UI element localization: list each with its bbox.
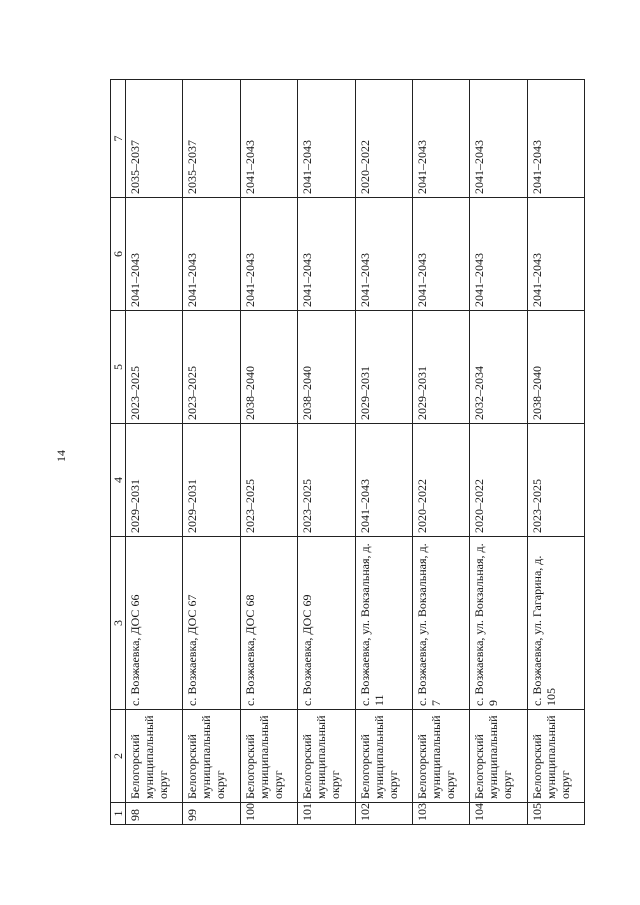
district-cell: Белогорский муниципальный округ xyxy=(298,710,355,803)
period-cell-7: 2035–2037 xyxy=(183,80,240,198)
period-cell-4: 2029–2031 xyxy=(183,424,240,537)
period-cell-5: 2032–2034 xyxy=(470,311,527,424)
period-cell-6: 2041–2043 xyxy=(412,198,469,311)
period-cell-4: 2023–2025 xyxy=(240,424,297,537)
address-cell: с. Возжаевка, ДОС 69 xyxy=(298,537,355,710)
period-cell-5: 2029–2031 xyxy=(355,311,412,424)
table-row xyxy=(126,80,183,825)
table-row xyxy=(240,80,297,825)
period-cell-4: 2029–2031 xyxy=(126,424,183,537)
row-number: 105 xyxy=(527,803,584,825)
period-cell-7: 2041–2043 xyxy=(412,80,469,198)
period-cell-4: 2041–2043 xyxy=(355,424,412,537)
column-header: 4 xyxy=(111,424,126,537)
period-cell-7: 2020–2022 xyxy=(355,80,412,198)
table-row xyxy=(355,80,412,825)
district-cell: Белогорский муниципальный округ xyxy=(126,710,183,803)
rotated-table-container xyxy=(110,80,585,825)
column-header: 7 xyxy=(111,80,126,198)
period-cell-5: 2023–2025 xyxy=(126,311,183,424)
table-row xyxy=(183,80,240,825)
row-number: 101 xyxy=(298,803,355,825)
period-cell-5: 2038–2040 xyxy=(527,311,584,424)
district-cell: Белогорский муниципальный округ xyxy=(470,710,527,803)
table-row xyxy=(298,80,355,825)
address-cell: с. Возжаевка, ул. Вокзальная, д. 9 xyxy=(470,537,527,710)
period-cell-5: 2029–2031 xyxy=(412,311,469,424)
period-cell-5: 2023–2025 xyxy=(183,311,240,424)
column-header: 6 xyxy=(111,198,126,311)
period-cell-7: 2041–2043 xyxy=(470,80,527,198)
row-number: 100 xyxy=(240,803,297,825)
column-header: 2 xyxy=(111,710,126,803)
period-cell-6: 2041–2043 xyxy=(470,198,527,311)
district-cell: Белогорский муниципальный округ xyxy=(355,710,412,803)
district-cell: Белогорский муниципальный округ xyxy=(183,710,240,803)
period-cell-7: 2041–2043 xyxy=(527,80,584,198)
address-cell: с. Возжаевка, ул. Гагарина, д. 105 xyxy=(527,537,584,710)
period-cell-6: 2041–2043 xyxy=(183,198,240,311)
address-cell: с. Возжаевка, ДОС 67 xyxy=(183,537,240,710)
period-cell-7: 2035–2037 xyxy=(126,80,183,198)
period-cell-6: 2041–2043 xyxy=(527,198,584,311)
table-row xyxy=(527,80,584,825)
table-row xyxy=(470,80,527,825)
table-row xyxy=(412,80,469,825)
period-cell-7: 2041–2043 xyxy=(240,80,297,198)
district-cell: Белогорский муниципальный округ xyxy=(527,710,584,803)
row-number: 102 xyxy=(355,803,412,825)
row-number: 104 xyxy=(470,803,527,825)
period-cell-7: 2041–2043 xyxy=(298,80,355,198)
period-cell-6: 2041–2043 xyxy=(240,198,297,311)
period-cell-4: 2023–2025 xyxy=(527,424,584,537)
period-cell-5: 2038–2040 xyxy=(298,311,355,424)
address-cell: с. Возжаевка, ДОС 66 xyxy=(126,537,183,710)
period-cell-6: 2041–2043 xyxy=(126,198,183,311)
district-cell: Белогорский муниципальный округ xyxy=(240,710,297,803)
table-header-row xyxy=(111,80,126,825)
period-cell-4: 2020–2022 xyxy=(470,424,527,537)
column-header: 1 xyxy=(111,803,126,825)
column-header: 3 xyxy=(111,537,126,710)
period-cell-6: 2041–2043 xyxy=(355,198,412,311)
district-cell: Белогорский муниципальный округ xyxy=(412,710,469,803)
address-cell: с. Возжаевка, ул. Вокзальная, д. 11 xyxy=(355,537,412,710)
period-cell-5: 2038–2040 xyxy=(240,311,297,424)
column-header: 5 xyxy=(111,311,126,424)
housing-registry-table xyxy=(110,79,585,825)
row-number: 98 xyxy=(126,803,183,825)
period-cell-4: 2023–2025 xyxy=(298,424,355,537)
period-cell-4: 2020–2022 xyxy=(412,424,469,537)
period-cell-6: 2041–2043 xyxy=(298,198,355,311)
page-number: 14 xyxy=(54,450,68,462)
row-number: 99 xyxy=(183,803,240,825)
row-number: 103 xyxy=(412,803,469,825)
address-cell: с. Возжаевка, ДОС 68 xyxy=(240,537,297,710)
address-cell: с. Возжаевка, ул. Вокзальная, д. 7 xyxy=(412,537,469,710)
